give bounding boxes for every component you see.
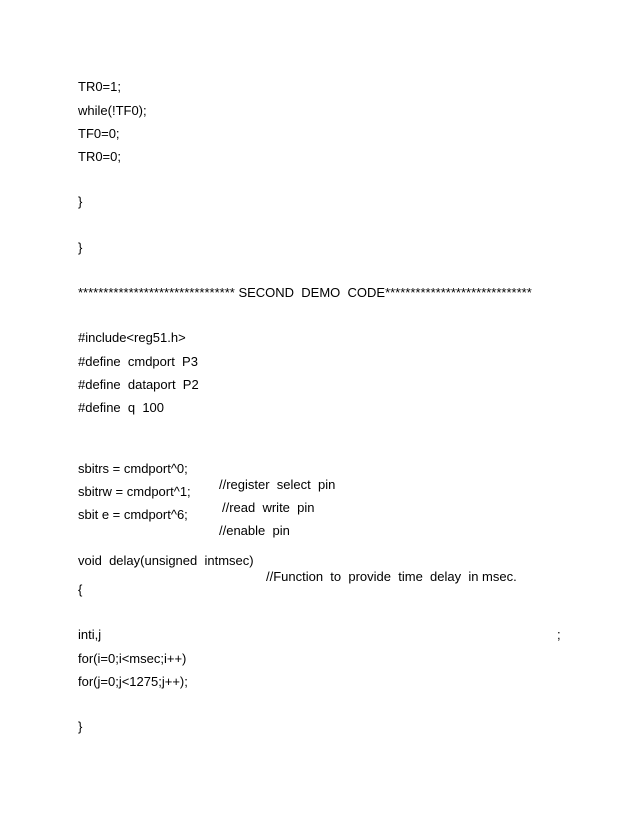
code-text: sbit e = cmdport^6; (78, 507, 188, 522)
code-line-close-brace: } (78, 719, 83, 734)
code-line-include: #include<reg51.h> (78, 330, 186, 345)
code-line-tr0-set: TR0=1; (78, 79, 121, 94)
code-text: void delay(unsigned intmsec) (78, 553, 254, 568)
code-line-define-cmdport: #define cmdport P3 (78, 354, 198, 369)
code-text: sbitrs = cmdport^0; (78, 461, 188, 476)
code-line-close-brace: } (78, 240, 83, 255)
code-line-define-q: #define q 100 (78, 400, 165, 415)
code-line-int-decl: inti,j (78, 627, 102, 642)
code-line-for-i: for(i=0;i<msec;i++) (78, 651, 187, 666)
code-line-tr0-clear: TR0=0; (78, 149, 121, 164)
code-comment: //Function to provide time delay in msec. (266, 569, 517, 584)
code-line-tf0-clear: TF0=0; (78, 126, 120, 141)
code-comment: //register select pin (219, 477, 336, 492)
code-line-for-j: for(j=0;j<1275;j++); (78, 674, 188, 689)
code-line-close-brace: } (78, 194, 83, 209)
code-text: sbitrw = cmdport^1; (78, 484, 191, 499)
code-comment: //enable pin (219, 523, 290, 538)
code-line-open-brace: { (78, 582, 83, 597)
section-separator: ******************************* SECOND DEMO CODE***************************** (78, 285, 532, 300)
code-line-int-decl-semicolon: ; (557, 627, 561, 642)
code-line-while-tf0: while(!TF0); (78, 103, 147, 118)
code-line-define-dataport: #define dataport P2 (78, 377, 199, 392)
code-comment: //read write pin (222, 500, 315, 515)
